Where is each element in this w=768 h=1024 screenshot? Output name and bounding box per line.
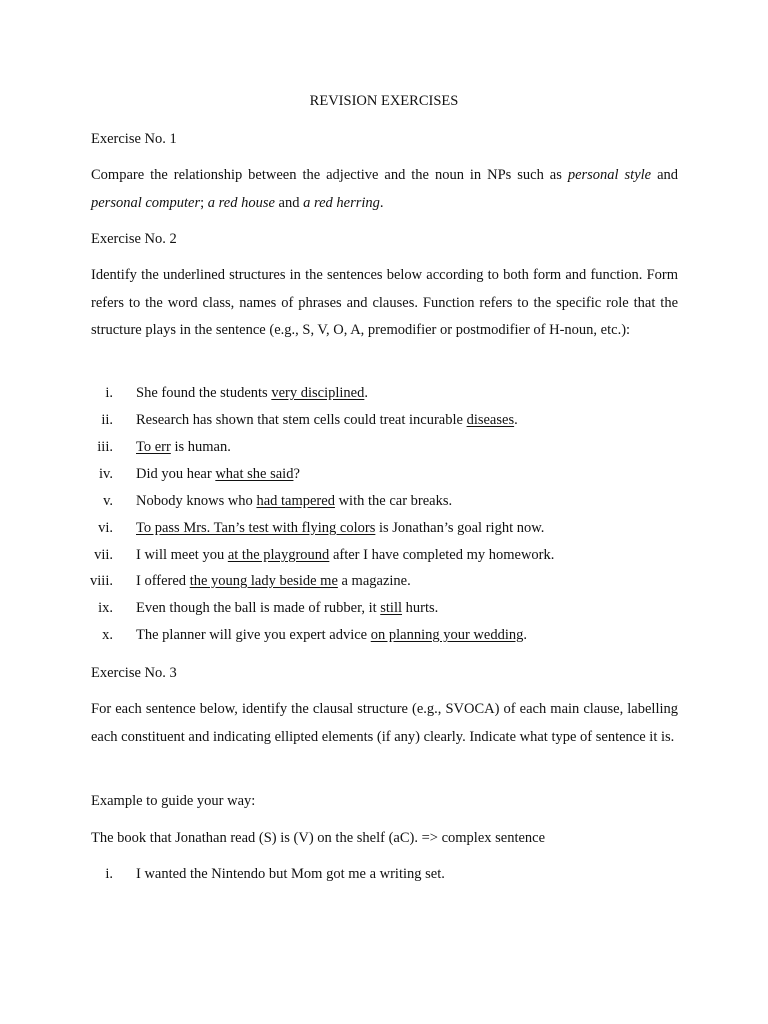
sentence-part: She found the students [136, 385, 272, 401]
underlined-structure: at the playground [227, 547, 330, 563]
list-item [60, 385, 700, 405]
list-item [60, 866, 700, 886]
list-item-text [136, 412, 518, 429]
list-item-text [136, 600, 438, 617]
sentence-part: Research has shown that stem cells could treat incurable [136, 412, 467, 428]
sentence-part: is human. [170, 439, 231, 455]
list-item [60, 466, 700, 486]
exercise-3-heading: Exercise No. 3 [91, 665, 177, 681]
exercise-1-term-red-herring: a red herring [303, 194, 380, 211]
list-item-number: i. [105, 866, 113, 882]
exercise-1-text-c: ; [200, 194, 208, 211]
sentence-part: after I have completed my homework. [329, 547, 555, 563]
list-item-number: iii. [97, 439, 113, 455]
exercise-1-term-red-house: a red house [207, 194, 275, 211]
list-item-number: i. [105, 385, 113, 401]
list-item [60, 493, 700, 513]
underlined-structure: the young lady beside me [189, 573, 338, 589]
sentence-part: Did you hear [136, 466, 216, 482]
list-item-text [136, 466, 300, 483]
underlined-structure: on planning your wedding [370, 627, 524, 643]
sentence-part: Even though the ball is made of rubber, it [136, 600, 381, 616]
list-item-text [136, 493, 452, 510]
sentence-part: I offered [136, 573, 190, 589]
document-title: REVISION EXERCISES [309, 93, 459, 109]
sentence-part: . [364, 385, 368, 401]
exercise-1-heading: Exercise No. 1 [91, 131, 177, 147]
list-item-text [136, 385, 368, 402]
sentence-part: ? [293, 466, 300, 482]
exercise-2-heading: Exercise No. 2 [91, 231, 177, 247]
example-label: Example to guide your way: [91, 793, 256, 809]
list-item-text [136, 547, 554, 564]
list-item-number: x. [102, 627, 113, 643]
exercise-1-text-a: Compare the relationship between the adjective and the noun in NPs such as [91, 167, 568, 183]
exercise-1-text-d: and [274, 194, 304, 211]
exercise-1-text-b: and [651, 167, 678, 183]
list-item-text: I wanted the Nintendo but Mom got me a writing set. [136, 866, 445, 882]
list-item [60, 627, 700, 647]
list-item-text [136, 439, 231, 456]
sentence-part: a magazine. [337, 573, 411, 589]
list-item-number: viii. [90, 573, 113, 589]
exercise-1-term-personal-style: personal style [567, 167, 652, 183]
sentence-part: I will meet you [136, 547, 228, 563]
list-item-number: v. [103, 493, 113, 509]
list-item [60, 547, 700, 567]
sentence-part: . [523, 627, 527, 643]
sentence-part: hurts. [402, 600, 439, 616]
exercise-1-term-personal-computer: personal computer [91, 194, 201, 211]
list-item [60, 573, 700, 593]
sentence-part: Nobody knows who [136, 493, 257, 509]
list-item-number: vi. [98, 520, 113, 536]
list-item-text [136, 520, 544, 537]
list-item [60, 600, 700, 620]
exercise-3-instructions: For each sentence below, identify the clausal structure (e.g., SVOCA) of each main clause, labelling each constituent and indicating ellipted elements (if any) clearly. Indicate what type of sentence it is. [91, 701, 678, 745]
sentence-part: . [514, 412, 518, 428]
underlined-structure: still [380, 600, 403, 616]
list-item [60, 412, 700, 432]
list-item [60, 439, 700, 459]
list-item-number: iv. [99, 466, 113, 482]
exercise-1-text [91, 162, 678, 217]
list-item-text [136, 573, 411, 590]
list-item [60, 520, 700, 540]
sentence-part: is Jonathan’s goal right now. [375, 520, 545, 536]
underlined-structure: To pass Mrs. Tan’s test with flying colors [136, 520, 376, 536]
sentence-part: with the car breaks. [334, 493, 453, 509]
underlined-structure: To err [136, 439, 171, 455]
underlined-structure: what she said [215, 466, 294, 482]
list-item-text [136, 627, 527, 644]
example-sentence: The book that Jonathan read (S) is (V) on the shelf (aC). => complex sentence [91, 830, 546, 846]
underlined-structure: had tampered [256, 493, 335, 509]
list-item-number: ix. [98, 600, 113, 616]
exercise-2-instructions: Identify the underlined structures in the sentences below according to both form and function. Form refers to the word class, names of phrases and clauses. Function refers to the specific role that the structure plays in the sentence (e.g., S, V, O, A, premodifier or postmodifier of H-noun, etc.): [91, 267, 678, 338]
list-item-number: ii. [101, 412, 113, 428]
underlined-structure: very disciplined [271, 385, 365, 401]
sentence-part: The planner will give you expert advice [136, 627, 371, 643]
list-item-number: vii. [94, 547, 113, 563]
exercise-1-text-end: . [379, 194, 384, 211]
underlined-structure: diseases [466, 412, 515, 428]
